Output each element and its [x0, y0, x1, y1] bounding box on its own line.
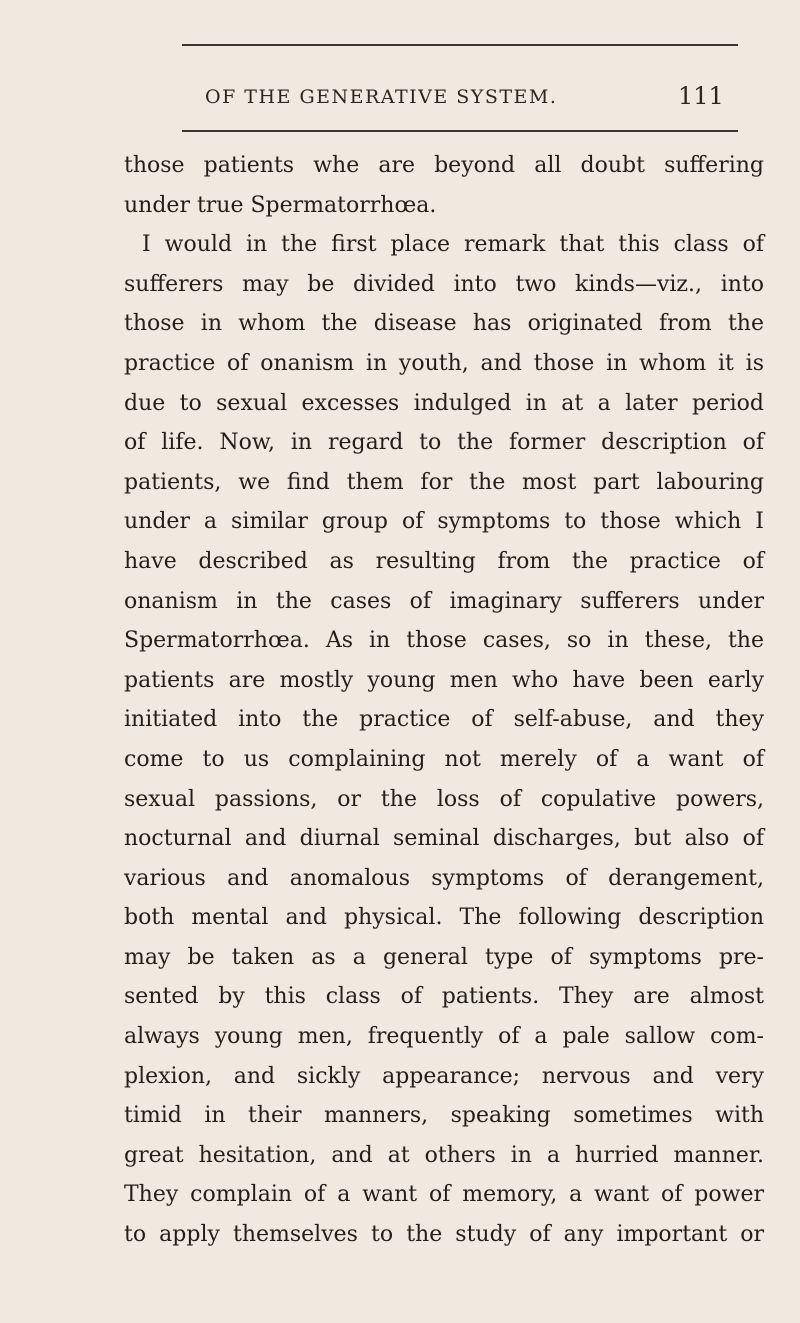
text-line: Spermatorrhœa. As in those cases, so in these, the: [124, 628, 764, 654]
text-line: due to sexual excesses indulged in at a later period: [124, 390, 764, 416]
text-line: to apply themselves to the study of any important or: [124, 1222, 764, 1248]
text-line: practice of onanism in youth, and those in whom it is: [124, 350, 764, 376]
page-number: 111: [678, 82, 724, 110]
body-text: [124, 146, 764, 1255]
text-line: sexual passions, or the loss of copulative powers,: [124, 786, 764, 812]
text-line: sufferers may be divided into two kinds—viz., into: [124, 271, 764, 297]
text-line: of life. Now, in regard to the former description of: [124, 430, 764, 456]
text-line: both mental and physical. The following description: [124, 905, 764, 931]
text-line: initiated into the practice of self-abuse, and they: [124, 707, 764, 733]
text-line: nocturnal and diurnal seminal discharges, but also of: [124, 826, 764, 852]
text-line: sented by this class of patients. They are almost: [124, 984, 764, 1010]
top-rule: [182, 44, 738, 46]
text-line: great hesitation, and at others in a hurried manner.: [124, 1142, 764, 1168]
text-line: always young men, frequently of a pale sallow com-: [124, 1024, 764, 1050]
text-line: plexion, and sickly appearance; nervous and very: [124, 1063, 764, 1089]
text-line: under true Spermatorrhœa.: [124, 192, 437, 218]
text-line: They complain of a want of memory, a want of power: [124, 1182, 764, 1208]
text-line: onanism in the cases of imaginary sufferers under: [124, 588, 764, 614]
text-line: have described as resulting from the practice of: [124, 548, 764, 574]
text-line: patients are mostly young men who have been early: [124, 667, 764, 693]
text-line: timid in their manners, speaking sometimes with: [124, 1103, 764, 1129]
text-line: those in whom the disease has originated from the: [124, 311, 764, 337]
text-line: various and anomalous symptoms of derangement,: [124, 865, 764, 891]
running-head: OF THE GENERATIVE SYSTEM.: [205, 86, 558, 108]
header-rule: [182, 130, 738, 132]
text-line: under a similar group of symptoms to those which I: [124, 509, 764, 535]
text-line: patients, we find them for the most part labouring: [124, 469, 764, 495]
text-line: I would in the first place remark that this class of: [142, 232, 764, 258]
text-line: those patients whe are beyond all doubt suffering: [124, 153, 764, 178]
text-line: come to us complaining not merely of a want of: [124, 746, 764, 772]
text-line: may be taken as a general type of symptoms pre-: [124, 944, 764, 970]
